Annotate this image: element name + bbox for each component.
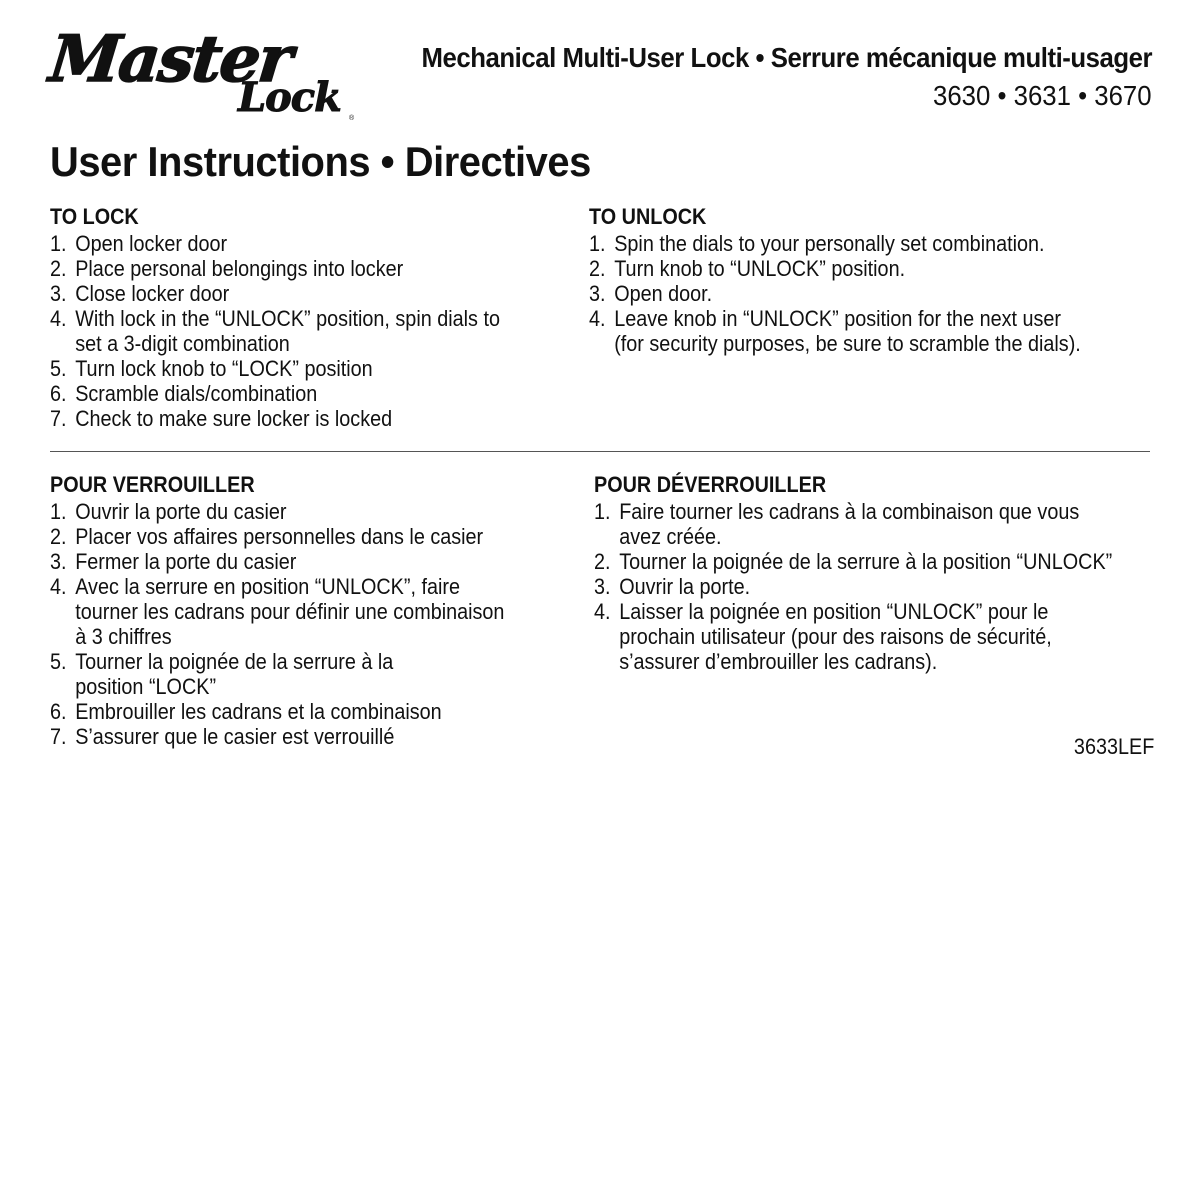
instruction-list: [50, 231, 570, 431]
instruction-step-continued: [50, 624, 518, 649]
step-text: Placer vos affaires personnelles dans le casier: [75, 524, 484, 549]
instruction-step: [50, 574, 518, 599]
step-number: 3.: [50, 549, 67, 574]
step-text: Faire tourner les cadrans à la combinaison que vous: [619, 499, 1080, 524]
step-text: Turn knob to “UNLOCK” position.: [614, 256, 906, 281]
step-number: 2.: [589, 256, 606, 281]
step-number: 1.: [589, 231, 606, 256]
step-number: 1.: [50, 231, 67, 256]
model-numbers: 3630 • 3631 • 3670: [933, 80, 1152, 111]
registered-mark: ®: [349, 115, 355, 122]
section-to-lock: [50, 204, 570, 431]
step-number: 5.: [50, 356, 67, 381]
section-pour-deverrouiller: [594, 472, 1114, 674]
step-number: 4.: [50, 574, 67, 599]
instruction-step-continued: [50, 599, 518, 624]
section-to-unlock: [589, 204, 1109, 356]
step-number: 3.: [589, 281, 606, 306]
step-text: à 3 chiffres: [75, 624, 172, 649]
step-text: Open door.: [614, 281, 713, 306]
product-title: Mechanical Multi-User Lock • Serrure mécanique multi-usager: [421, 42, 1152, 73]
step-number: 1.: [50, 499, 67, 524]
instruction-step-continued: [594, 624, 1062, 649]
logo-word-lock: Lock: [238, 74, 341, 121]
instruction-step: [50, 256, 518, 281]
step-text: Open locker door: [75, 231, 228, 256]
step-number: 2.: [50, 256, 67, 281]
step-text: Laisser la poignée en position “UNLOCK” pour le: [619, 599, 1049, 624]
step-text: Tourner la poignée de la serrure à la: [75, 649, 394, 674]
instruction-step: [589, 231, 1057, 256]
step-number: 6.: [50, 699, 67, 724]
step-number: 1.: [594, 499, 611, 524]
instruction-list: [50, 499, 570, 749]
step-text: Tourner la poignée de la serrure à la position “UNLOCK”: [619, 549, 1113, 574]
instruction-step: [594, 549, 1113, 574]
instruction-step: [50, 281, 518, 306]
instruction-step: [50, 231, 518, 256]
instruction-step-continued: [594, 649, 1062, 674]
step-number: 4.: [594, 599, 611, 624]
instruction-step-continued: [589, 331, 1081, 356]
step-text: set a 3-digit combination: [75, 331, 290, 356]
section-heading: TO LOCK: [50, 204, 139, 229]
instruction-step: [50, 549, 518, 574]
step-number: 5.: [50, 649, 67, 674]
step-number: 7.: [50, 406, 67, 431]
instruction-step: [589, 256, 1057, 281]
instruction-step: [589, 281, 1057, 306]
step-text: Turn lock knob to “LOCK” position: [75, 356, 373, 381]
instruction-step: [594, 499, 1080, 524]
step-text: Check to make sure locker is locked: [75, 406, 393, 431]
step-number: 4.: [589, 306, 606, 331]
divider: [50, 451, 1150, 452]
section-heading: POUR VERROUILLER: [50, 472, 255, 497]
step-number: 6.: [50, 381, 67, 406]
step-text: Ouvrir la porte.: [619, 574, 751, 599]
instruction-list: [594, 499, 1114, 674]
step-text: tourner les cadrans pour définir une combinaison: [75, 599, 505, 624]
step-number: 3.: [594, 574, 611, 599]
step-text: prochain utilisateur (pour des raisons de sécurité,: [619, 624, 1052, 649]
step-text: Spin the dials to your personally set combination.: [614, 231, 1045, 256]
instruction-step: [50, 381, 518, 406]
step-number: 2.: [594, 549, 611, 574]
instruction-step: [50, 499, 518, 524]
instruction-step: [50, 724, 518, 749]
instruction-step-continued: [50, 674, 518, 699]
step-text: Ouvrir la porte du casier: [75, 499, 287, 524]
step-text: s’assurer d’embrouiller les cadrans).: [619, 649, 938, 674]
step-number: 7.: [50, 724, 67, 749]
step-text: (for security purposes, be sure to scramble the dials).: [614, 331, 1081, 356]
instruction-step: [50, 649, 518, 674]
section-heading: TO UNLOCK: [589, 204, 707, 229]
step-number: 3.: [50, 281, 67, 306]
step-number: 4.: [50, 306, 67, 331]
instruction-step: [50, 524, 518, 549]
section-pour-verrouiller: [50, 472, 570, 749]
step-text: Scramble dials/combination: [75, 381, 318, 406]
instruction-list: [589, 231, 1109, 356]
step-text: avez créée.: [619, 524, 722, 549]
instruction-step: [50, 406, 518, 431]
step-text: position “LOCK”: [75, 674, 217, 699]
instruction-step-continued: [594, 524, 1062, 549]
step-text: With lock in the “UNLOCK” position, spin dials to: [75, 306, 500, 331]
step-text: Place personal belongings into locker: [75, 256, 404, 281]
instruction-step: [594, 574, 1062, 599]
instruction-step: [589, 306, 1062, 331]
instruction-step: [50, 306, 518, 331]
step-text: Avec la serrure en position “UNLOCK”, faire: [75, 574, 460, 599]
logo-word-master: Master: [46, 22, 295, 97]
step-text: Leave knob in “UNLOCK” position for the next user: [614, 306, 1062, 331]
step-number: 2.: [50, 524, 67, 549]
section-heading: POUR DÉVERROUILLER: [594, 472, 827, 497]
instruction-step: [594, 599, 1062, 624]
step-text: S’assurer que le casier est verrouillé: [75, 724, 395, 749]
instruction-step: [50, 356, 518, 381]
document-code: 3633LEF: [1073, 734, 1154, 759]
instruction-step: [50, 699, 518, 724]
step-text: Fermer la porte du casier: [75, 549, 297, 574]
step-text: Embrouiller les cadrans et la combinaison: [75, 699, 442, 724]
document-title: User Instructions • Directives: [50, 138, 591, 185]
step-text: Close locker door: [75, 281, 230, 306]
instruction-step-continued: [50, 331, 518, 356]
master-lock-logo: [46, 22, 360, 122]
